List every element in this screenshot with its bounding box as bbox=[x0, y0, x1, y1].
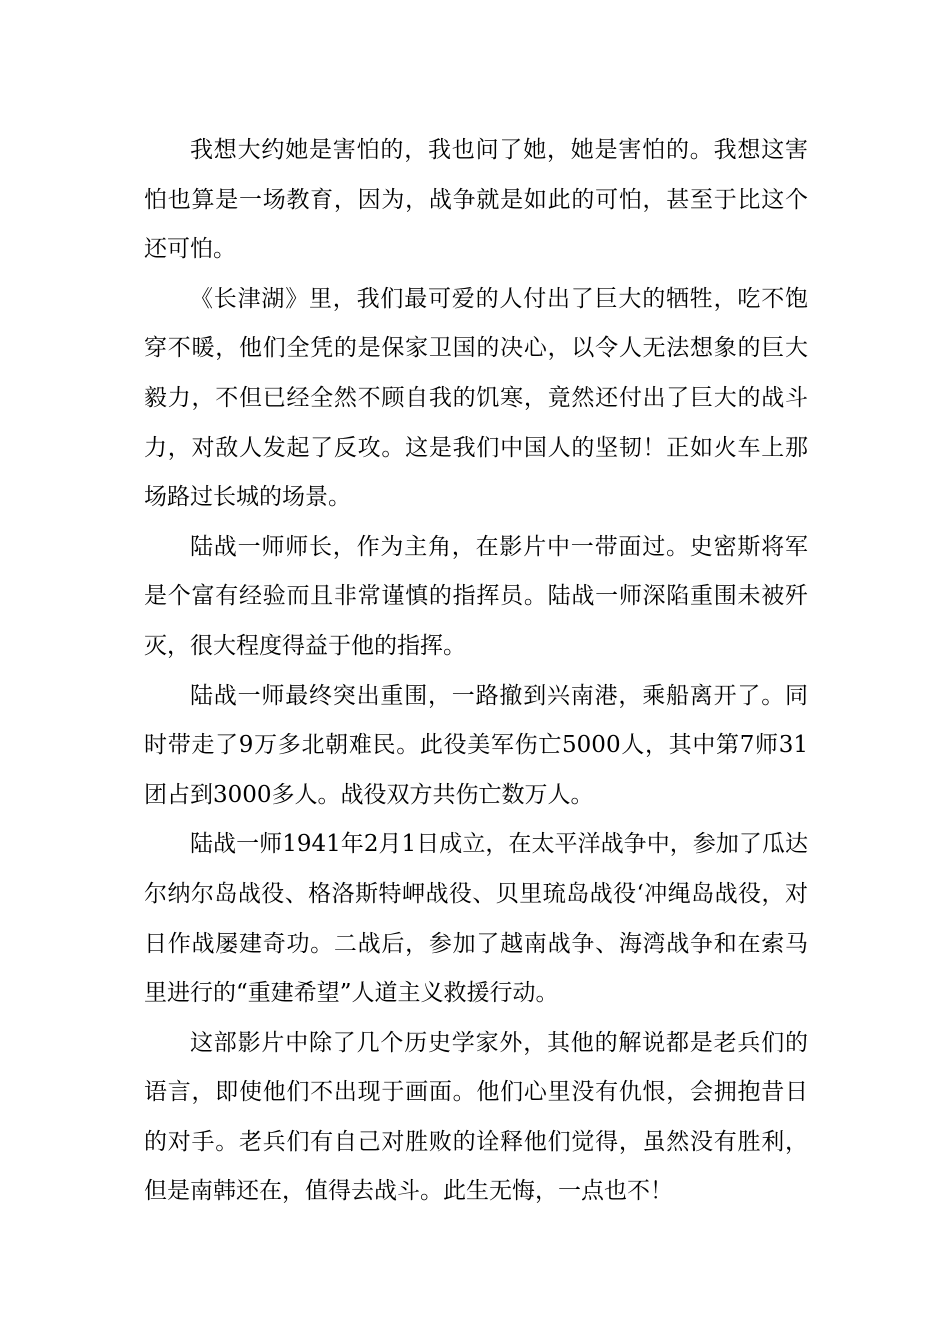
paragraph-5: 陆战一师1941年2月1日成立，在太平洋战争中，参加了瓜达尔纳尔岛战役、格洛斯特岬战役、贝里琉岛战役‘冲绳岛战役，对日作战屡建奇功。二战后，参加了越南战争、海湾战争和在索马里进行的“重建希望”人道主义救援行动。 bbox=[144, 831, 808, 1007]
document-body bbox=[144, 126, 808, 1217]
paragraph-4: 陆战一师最终突出重围，一路撤到兴南港，乘船离开了。同时带走了9万多北朝难民。此役美军伤亡5000人，其中第7师31团占到3000多人。战役双方共伤亡数万人。 bbox=[144, 682, 808, 808]
paragraph-6: 这部影片中除了几个历史学家外，其他的解说都是老兵们的语言，即使他们不出现于画面。他们心里没有仇恨，会拥抱昔日的对手。老兵们有自己对胜败的诠释他们觉得，虽然没有胜利，但是南韩还在，值得去战斗。此生无悔，一点也不！ bbox=[144, 1029, 808, 1205]
paragraph-2: 《长津湖》里，我们最可爱的人付出了巨大的牺牲，吃不饱穿不暖，他们全凭的是保家卫国的决心，以令人无法想象的巨大毅力，不但已经全然不顾自我的饥寒，竟然还付出了巨大的战斗力，对敌人发起了反攻。这是我们中国人的坚韧！正如火车上那场路过长城的场景。 bbox=[144, 285, 808, 511]
paragraph-1: 我想大约她是害怕的，我也问了她，她是害怕的。我想这害怕也算是一场教育，因为，战争就是如此的可怕，甚至于比这个还可怕。 bbox=[144, 137, 808, 263]
paragraph-3: 陆战一师师长，作为主角，在影片中一带面过。史密斯将军是个富有经验而且非常谨慎的指挥员。陆战一师深陷重围未被歼灭，很大程度得益于他的指挥。 bbox=[144, 533, 808, 659]
